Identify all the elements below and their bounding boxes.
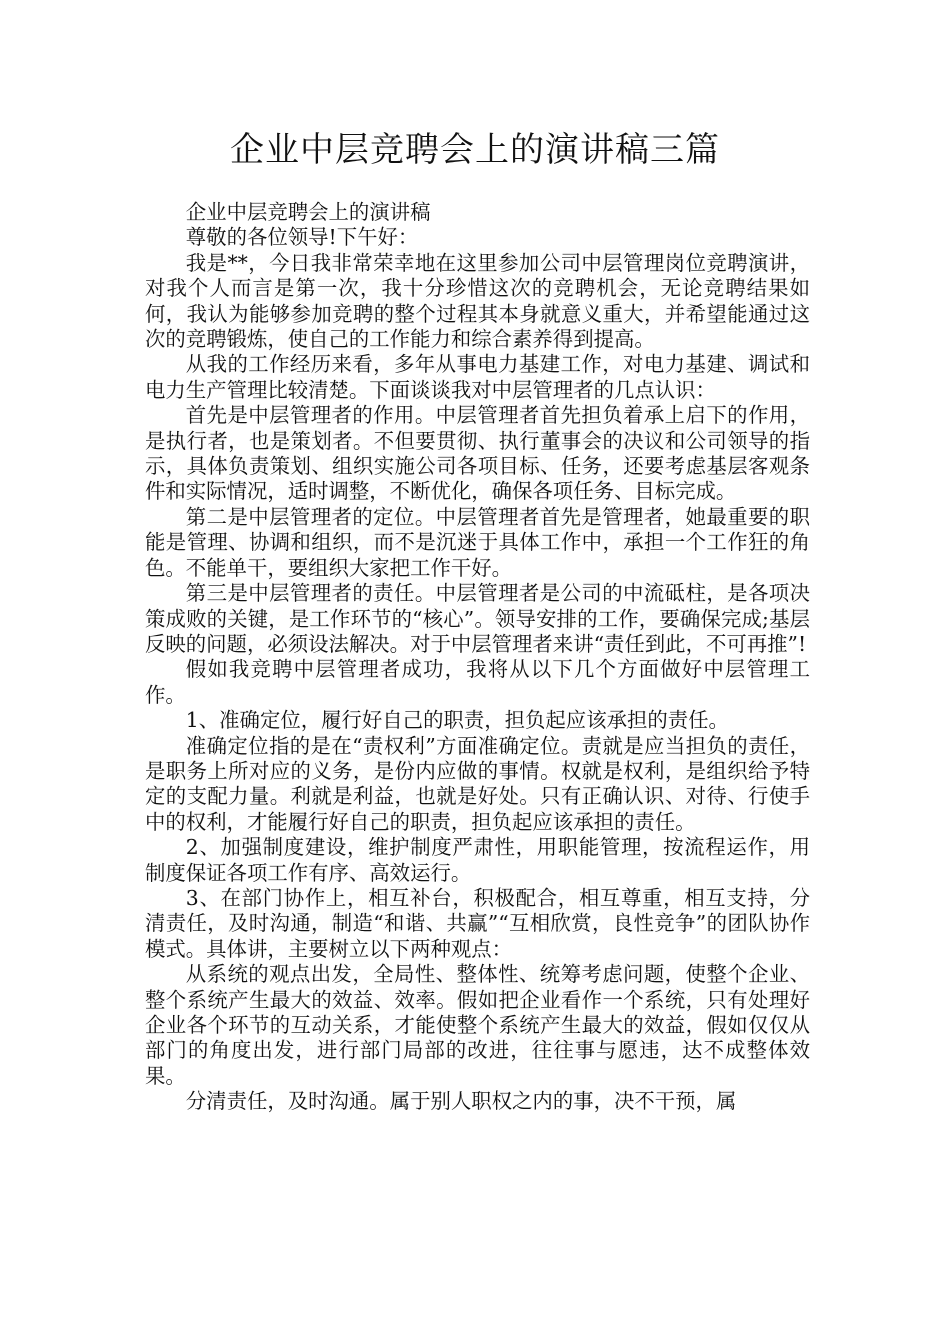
paragraph: 3、在部门协作上，相互补台，积极配合，相互尊重，相互支持，分清责任，及时沟通，制造“和谐、共赢”“互相欣赏，良性竞争”的团队协作模式。具体讲，主要树立以下两种观点： xyxy=(145,885,810,961)
paragraph: 2、加强制度建设，维护制度严肃性，用职能管理，按流程运作，用制度保证各项工作有序、高效运行。 xyxy=(145,835,810,885)
paragraph: 我是**，今日我非常荣幸地在这里参加公司中层管理岗位竞聘演讲，对我个人而言是第一次，我十分珍惜这次的竞聘机会，无论竞聘结果如何，我认为能够参加竞聘的整个过程其本身就意义重大，并希望能通过这次的竞聘锻炼，使自己的工作能力和综合素养得到提高。 xyxy=(145,250,810,352)
paragraph: 第三是中层管理者的责任。中层管理者是公司的中流砥柱，是各项决策成败的关键，是工作环节的“核心”。领导安排的工作，要确保完成;基层反映的问题，必须设法解决。对于中层管理者来讲“责任到此，不可再推”! xyxy=(145,581,810,656)
paragraph: 企业中层竞聘会上的演讲稿 xyxy=(185,200,431,224)
paragraph: 假如我竞聘中层管理者成功，我将从以下几个方面做好中层管理工作。 xyxy=(145,657,810,707)
paragraph: 首先是中层管理者的作用。中层管理者首先担负着承上启下的作用，是执行者，也是策划者。不但要贯彻、执行董事会的决议和公司领导的指示，具体负责策划、组织实施公司各项目标、任务，还要考虑基层客观条件和实际情况，适时调整，不断优化，确保各项任务、目标完成。 xyxy=(145,403,810,504)
paragraph: 1、准确定位，履行好自己的职责，担负起应该承担的责任。 xyxy=(185,708,729,733)
paragraph: 分清责任，及时沟通。属于别人职权之内的事，决不干预，属 xyxy=(185,1089,737,1114)
paragraph: 尊敬的各位领导!下午好： xyxy=(185,225,419,250)
paragraph: 准确定位指的是在“责权利”方面准确定位。责就是应当担负的责任，是职务上所对应的义务，是份内应做的事情。权就是权利，是组织给予特定的支配力量。利就是利益，也就是好处。只有正确认识、对待、行使手中的权利，才能履行好自己的职责，担负起应该承担的责任。 xyxy=(145,733,810,834)
document-body xyxy=(145,200,810,1115)
document-title: 企业中层竞聘会上的演讲稿三篇 xyxy=(230,130,720,170)
paragraph: 第二是中层管理者的定位。中层管理者首先是管理者，她最重要的职能是管理、协调和组织，而不是沉迷于具体工作中，承担一个工作狂的角色。不能单干，要组织大家把工作干好。 xyxy=(145,504,810,580)
paragraph: 从我的工作经历来看，多年从事电力基建工作，对电力基建、调试和电力生产管理比较清楚。下面谈谈我对中层管理者的几点认识： xyxy=(145,352,810,402)
paragraph: 从系统的观点出发，全局性、整体性、统筹考虑问题，使整个企业、整个系统产生最大的效益、效率。假如把企业看作一个系统，只有处理好企业各个环节的互动关系，才能使整个系统产生最大的效益，假如仅仅从部门的角度出发，进行部门局部的改进，往往事与愿违，达不成整体效果。 xyxy=(145,962,810,1088)
